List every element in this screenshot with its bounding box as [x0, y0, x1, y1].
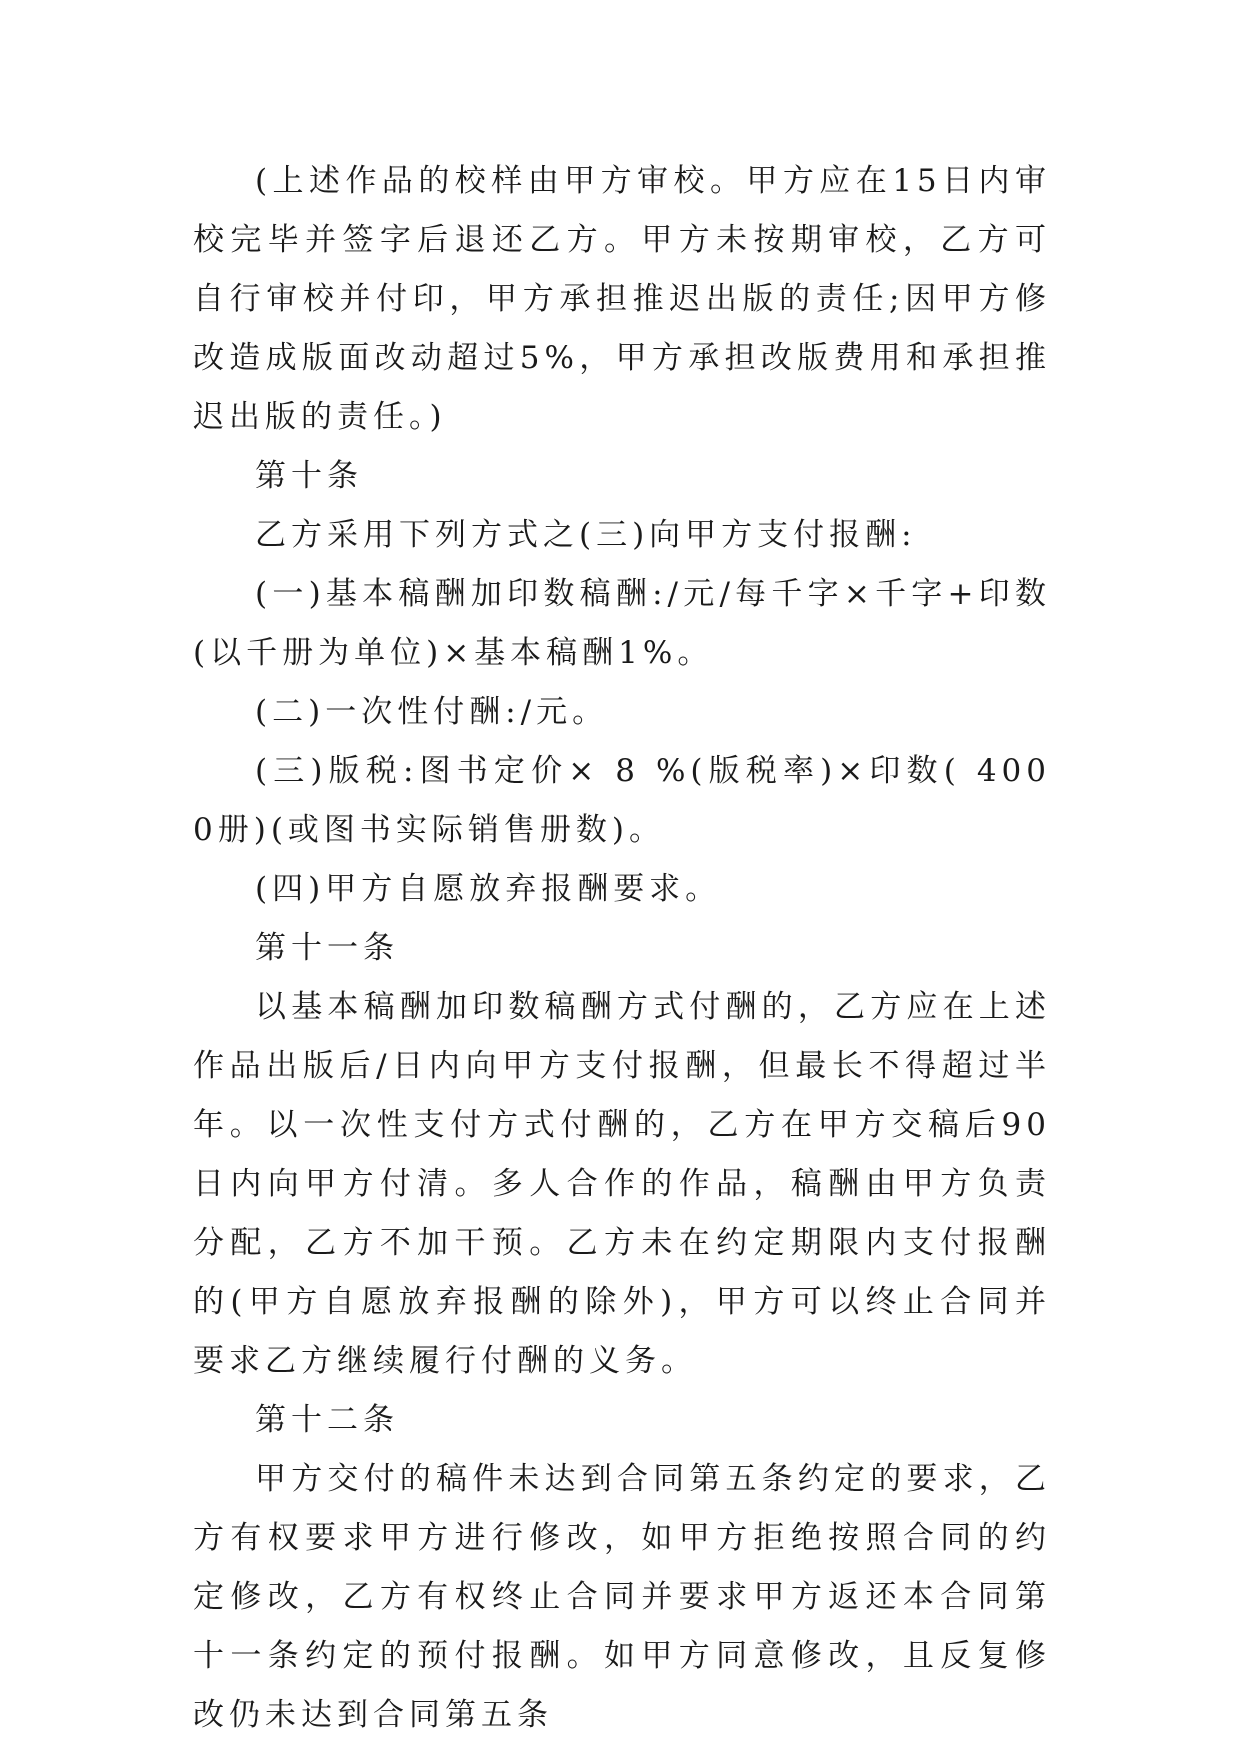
article-11-heading: 第十一条 [255, 930, 399, 966]
payment-option-3: (三)版税:图书定价× 8 %(版税率)×印数( 4000册)(或图书实际销售册数)。 [193, 753, 1051, 848]
article-12-body: 甲方交付的稿件未达到合同第五条约定的要求，乙方有权要求甲方进行修改，如甲方拒绝按照合同的约定修改，乙方有权终止合同并要求甲方返还本合同第十一条约定的预付报酬。如甲方同意修改，且反复修改仍未达到合同第五条 [193, 1461, 1051, 1733]
article-11-body: 以基本稿酬加印数稿酬方式付酬的，乙方应在上述作品出版后/日内向甲方支付报酬，但最长不得超过半年。以一次性支付方式付酬的，乙方在甲方交稿后90日内向甲方付清。多人合作的作品，稿酬由甲方负责分配，乙方不加干预。乙方未在约定期限内支付报酬的(甲方自愿放弃报酬的除外)，甲方可以终止合同并要求乙方继续履行付酬的义务。 [193, 989, 1051, 1379]
payment-option-1: (一)基本稿酬加印数稿酬:/元/每千字×千字+印数(以千册为单位)×基本稿酬1%。 [193, 576, 1051, 671]
document-body [193, 152, 1051, 1745]
payment-method-intro: 乙方采用下列方式之(三)向甲方支付报酬: [255, 517, 917, 553]
article-12-heading: 第十二条 [255, 1402, 399, 1438]
payment-option-2: (二)一次性付酬:/元。 [255, 694, 609, 730]
payment-option-4: (四)甲方自愿放弃报酬要求。 [255, 871, 722, 907]
article-10-heading: 第十条 [255, 458, 363, 494]
proof-review-clause: (上述作品的校样由甲方审校。甲方应在15日内审校完毕并签字后退还乙方。甲方未按期审校，乙方可自行审校并付印，甲方承担推迟出版的责任;因甲方修改造成版面改动超过5%，甲方承担改版费用和承担推迟出版的责任。) [193, 163, 1051, 435]
